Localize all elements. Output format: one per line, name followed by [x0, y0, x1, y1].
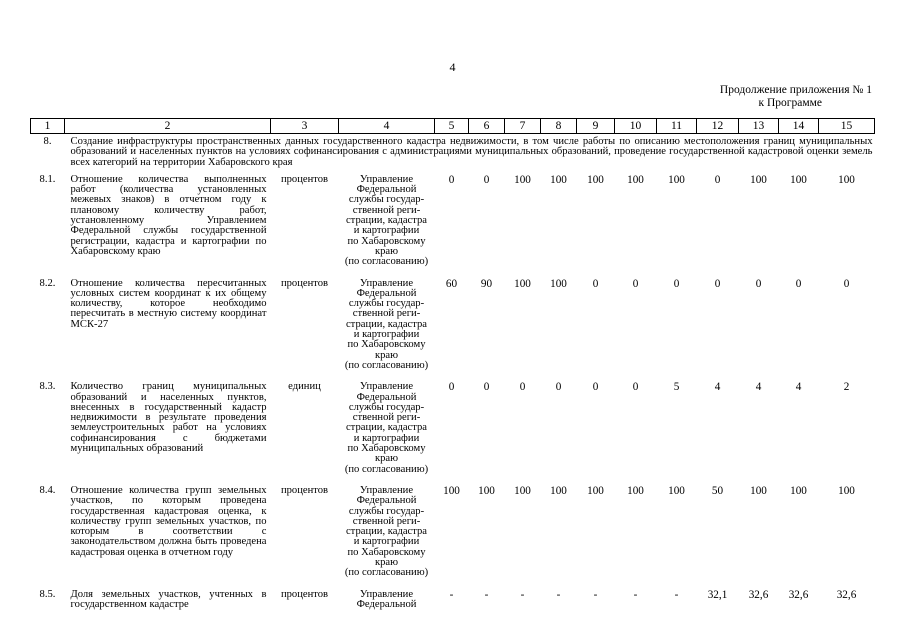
section-number: 8.	[43, 136, 52, 147]
indicator-value: 0	[448, 173, 455, 186]
executor-line: (по согласованию)	[344, 359, 429, 371]
appendix-continuation-note	[560, 84, 872, 110]
indicator-name: Отношение количества групп земельных участков, по которым проведена государственная кадастровая оценка, к количеству групп земельных участков, по которым в соответствии с законодательством должна быть проведена кадастровая оценка в отчетном году	[70, 484, 267, 558]
indicator-value: 0	[448, 381, 455, 394]
column-number-header-row	[31, 119, 875, 134]
column-number-cell: 5	[435, 119, 469, 134]
indicator-value: -	[484, 588, 489, 601]
executor-line: и картографии	[353, 432, 420, 444]
indicator-value: 100	[790, 173, 807, 186]
executor-line: страции, кадастра	[345, 318, 427, 330]
indicator-value: 32,1	[707, 588, 728, 601]
indicator-value: 100	[443, 484, 460, 497]
unit-of-measure: процентов	[280, 484, 329, 496]
column-number-cell: 14	[779, 119, 819, 134]
unit-of-measure: процентов	[280, 277, 329, 289]
executor-line: ственной реги-	[352, 412, 421, 424]
executor-line: Управление	[359, 588, 414, 600]
executor-line: Управление	[359, 277, 414, 289]
indicator-value: 4	[755, 381, 762, 394]
executor-line: ственной реги-	[352, 308, 421, 320]
indicator-value: 60	[445, 277, 458, 290]
indicator-value: 0	[555, 381, 562, 394]
row-number: 8.5.	[39, 588, 56, 600]
indicator-value: 100	[838, 484, 855, 497]
indicator-value: 4	[714, 381, 721, 394]
executor-line: Федеральной	[356, 184, 417, 196]
indicator-value: 100	[550, 484, 567, 497]
indicator-value: 4	[795, 381, 802, 394]
executor	[339, 485, 435, 589]
program-indicators-table	[30, 118, 875, 620]
indicator-value: 100	[627, 173, 644, 186]
column-number-cell: 12	[697, 119, 739, 134]
executor-line: по Хабаровскому	[347, 443, 426, 455]
indicator-value: 100	[550, 277, 567, 290]
indicator-value: 5	[673, 381, 680, 394]
indicator-value: 100	[750, 173, 767, 186]
column-number-cell: 6	[469, 119, 505, 134]
executor	[339, 278, 435, 382]
executor-line: Федеральной	[356, 391, 417, 403]
indicator-value: 50	[711, 484, 724, 497]
executor	[339, 381, 435, 485]
executor	[339, 168, 435, 278]
indicator-value: 100	[514, 173, 531, 186]
indicator-value: 100	[838, 173, 855, 186]
indicator-value: 100	[587, 484, 604, 497]
indicator-value: 32,6	[748, 588, 769, 601]
executor-line: страции, кадастра	[345, 215, 427, 227]
indicator-value: 0	[714, 277, 721, 290]
continuation-line-2: к Программе	[758, 97, 822, 109]
table-row	[31, 168, 875, 278]
table-row	[31, 485, 875, 589]
indicator-value: 0	[592, 277, 599, 290]
indicator-value: 100	[668, 484, 685, 497]
indicator-value: 100	[668, 173, 685, 186]
executor-line: и картографии	[353, 225, 420, 237]
indicator-value: 0	[714, 173, 721, 186]
page-number: 4	[449, 60, 456, 74]
executor-line: (по согласованию)	[344, 567, 429, 579]
indicator-value: -	[556, 588, 561, 601]
indicator-value: -	[593, 588, 598, 601]
executor-line: ственной реги-	[352, 515, 421, 527]
column-number-cell: 3	[271, 119, 339, 134]
indicator-value: 0	[795, 277, 802, 290]
indicator-value: 0	[592, 381, 599, 394]
executor-line: страции, кадастра	[345, 526, 427, 538]
continuation-line-1: Продолжение приложения № 1	[719, 84, 872, 96]
indicator-value: 0	[843, 277, 850, 290]
executor-line: службы государ-	[348, 298, 425, 310]
row-number: 8.1.	[39, 173, 56, 185]
indicator-value: 0	[483, 173, 490, 186]
executor-line: Управление	[359, 173, 414, 185]
executor-line: страции, кадастра	[345, 422, 427, 434]
column-number-cell: 4	[339, 119, 435, 134]
executor-line: службы государ-	[348, 194, 425, 206]
executor-line: Федеральной	[356, 287, 417, 299]
column-number-cell: 13	[739, 119, 779, 134]
indicator-value: 100	[790, 484, 807, 497]
column-number-cell: 10	[615, 119, 657, 134]
table-row	[31, 278, 875, 382]
indicator-value: 0	[519, 381, 526, 394]
indicator-name: Отношение количества пересчитанных условных систем координат к их общему количеству, которое необходимо пересчитать в местную систему координат МСК-27	[70, 277, 267, 330]
executor-line: краю	[374, 245, 399, 257]
indicator-value: -	[449, 588, 454, 601]
executor-line: Управление	[359, 484, 414, 496]
indicator-value: 100	[750, 484, 767, 497]
indicator-name: Доля земельных участков, учтенных в государственном кадастре	[70, 588, 267, 610]
table-row	[31, 381, 875, 485]
indicator-value: 100	[514, 484, 531, 497]
executor-line: по Хабаровскому	[347, 339, 426, 351]
column-number-cell: 15	[819, 119, 875, 134]
table-row	[31, 589, 875, 621]
executor-line: и картографии	[353, 329, 420, 341]
column-number-cell: 9	[577, 119, 615, 134]
indicator-value: 0	[673, 277, 680, 290]
indicator-value: 0	[632, 381, 639, 394]
section-title: Создание инфраструктуры пространственных данных государственного кадастра недвижимости, в том числе работы по описанию местоположения границ муниципальных образований и населенных пунктов на условиях софинансирования с администрациями муниципальных образований, проведение государственной кадастровой оценки земель всех категорий на территории Хабаровского края	[70, 136, 873, 168]
executor-line: Федеральной	[356, 495, 417, 507]
indicator-value: 100	[514, 277, 531, 290]
row-number: 8.2.	[39, 277, 56, 289]
indicator-value: 0	[632, 277, 639, 290]
indicator-value: 100	[478, 484, 495, 497]
executor-line: по Хабаровскому	[347, 235, 426, 247]
executor-line: Федеральной	[356, 598, 417, 610]
indicator-value: -	[674, 588, 679, 601]
executor	[339, 589, 435, 621]
executor-line: службы государ-	[348, 505, 425, 517]
executor-line: по Хабаровскому	[347, 546, 426, 558]
column-number-cell: 8	[541, 119, 577, 134]
row-number: 8.4.	[39, 484, 56, 496]
executor-line: ственной реги-	[352, 204, 421, 216]
column-number-cell: 1	[31, 119, 65, 134]
unit-of-measure: процентов	[280, 588, 329, 600]
indicator-value: 90	[480, 277, 493, 290]
executor-line: и картографии	[353, 536, 420, 548]
unit-of-measure: единиц	[288, 381, 321, 393]
executor-line: службы государ-	[348, 401, 425, 413]
executor-line: (по согласованию)	[344, 256, 429, 268]
row-number: 8.3.	[39, 381, 56, 393]
unit-of-measure: процентов	[280, 173, 329, 185]
indicator-value: -	[520, 588, 525, 601]
indicator-value: 0	[755, 277, 762, 290]
indicator-value: 100	[550, 173, 567, 186]
column-number-cell: 11	[657, 119, 697, 134]
indicator-value: -	[633, 588, 638, 601]
executor-line: краю	[374, 556, 399, 568]
indicator-value: 100	[627, 484, 644, 497]
indicator-value: 32,6	[788, 588, 809, 601]
executor-line: краю	[374, 453, 399, 465]
section-row	[31, 134, 875, 168]
indicator-value: 2	[843, 381, 850, 394]
indicator-name: Отношение количества выполненных работ (количества установленных межевых знаков) в отчетном году к плановому количеству работ, установленному Управлением Федеральной службы государственной регистрации, кадастра и картографии по Хабаровскому краю	[70, 173, 267, 257]
indicator-name: Количество границ муниципальных образований и населенных пунктов, внесенных в государственный кадастр недвижимости в результате проведения землеустроительных работ на условиях софинансирования с бюджетами муниципальных образований	[70, 381, 267, 455]
column-number-cell: 7	[505, 119, 541, 134]
indicator-value: 32,6	[836, 588, 857, 601]
indicator-value: 0	[483, 381, 490, 394]
column-number-cell: 2	[65, 119, 271, 134]
executor-line: Управление	[359, 381, 414, 393]
executor-line: (по согласованию)	[344, 463, 429, 475]
executor-line: краю	[374, 349, 399, 361]
indicator-value: 100	[587, 173, 604, 186]
